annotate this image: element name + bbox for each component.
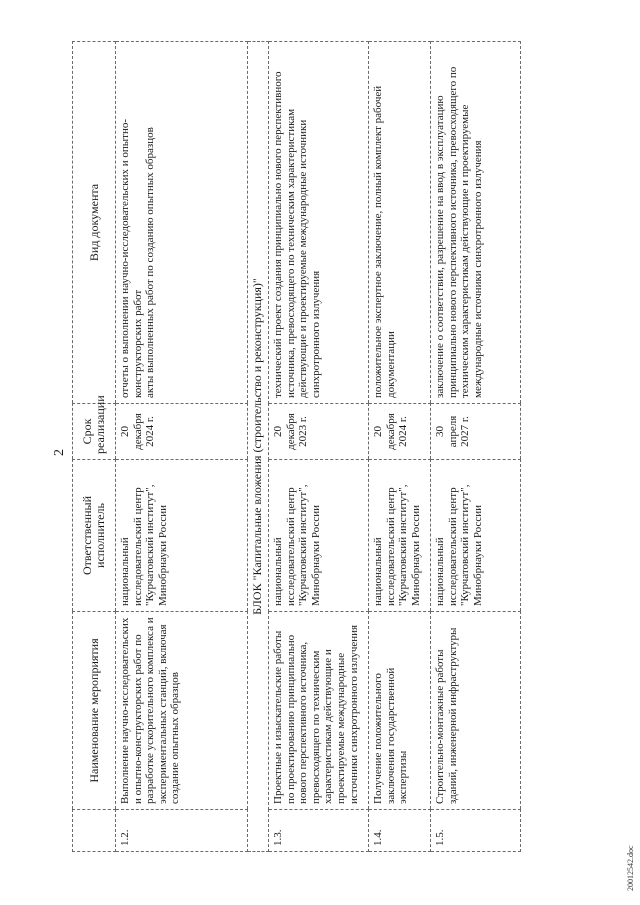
header-name: Наименование мероприятия (73, 612, 116, 810)
row-doc-type: технический проект создания принципиально нового перспективного источника, превосходящего по техническим характеристикам действующие и проектируемые международные источники синхротронного излучения (269, 42, 369, 404)
block-title: БЛОК "Капитальные вложения (строительство и реконструкция)" (248, 42, 269, 852)
table-row (116, 42, 248, 852)
row-name: Получение положительного заключения государственной экспертизы (369, 612, 431, 810)
row-name: Проектные и изыскательские работы по проектированию принципиально нового перспективного источника, превосходящего по техническим характеристикам действующие и проектируемые международные источники синхротронного излучения (269, 612, 369, 810)
table-row (431, 42, 521, 852)
row-number: 1.2. (116, 810, 248, 852)
row-doc-type: заключение о соответствии, разрешение на ввод в эксплуатацию принципиально нового перспективного источника, превосходящего по техническим характеристикам действующие и проектируемые международные источники синхротронного излучения (431, 42, 521, 404)
row-name: Выполнение научно-исследовательских и опытно-конструкторских работ по разработке ускорительного комплекса и экспериментальных станций, включая создание опытных образцов (116, 612, 248, 810)
row-deadline: 20 декабря 2024 г. (116, 404, 248, 460)
row-deadline: 20 декабря 2024 г. (369, 404, 431, 460)
header-responsible: Ответственный исполнитель (73, 460, 116, 612)
row-responsible: национальный исследовательский центр "Курчатовский институт", Минобрнауки России (369, 460, 431, 612)
page-number: 2 (52, 449, 67, 456)
table-header-row (73, 42, 116, 852)
table-row (269, 42, 369, 852)
row-number: 1.4. (369, 810, 431, 852)
row-deadline: 30 апреля 2027 г. (431, 404, 521, 460)
header-deadline: Срок реализации (73, 404, 116, 460)
row-number: 1.3. (269, 810, 369, 852)
row-responsible: национальный исследовательский центр "Курчатовский институт", Минобрнауки России (116, 460, 248, 612)
row-name: Строительно-монтажные работы зданий, инженерной инфраструктуры (431, 612, 521, 810)
row-doc-type: отчеты о выполнении научно-исследовательских и опытно-конструкторских работ акты выполненных работ по созданию опытных образцов (116, 42, 248, 404)
table-row (369, 42, 431, 852)
activities-table (72, 41, 521, 852)
header-doc-type: Вид документа (73, 42, 116, 404)
header-number (73, 810, 116, 852)
row-doc-type: положительное экспертное заключение, полный комплект рабочей документации (369, 42, 431, 404)
document-code: 20012542.doc (626, 845, 635, 891)
row-deadline: 20 декабря 2023 г. (269, 404, 369, 460)
block-row (248, 42, 269, 852)
row-responsible: национальный исследовательский центр "Курчатовский институт", Минобрнауки России (269, 460, 369, 612)
row-number: 1.5. (431, 810, 521, 852)
row-responsible: национальный исследовательский центр "Курчатовский институт", Минобрнауки России (431, 460, 521, 612)
